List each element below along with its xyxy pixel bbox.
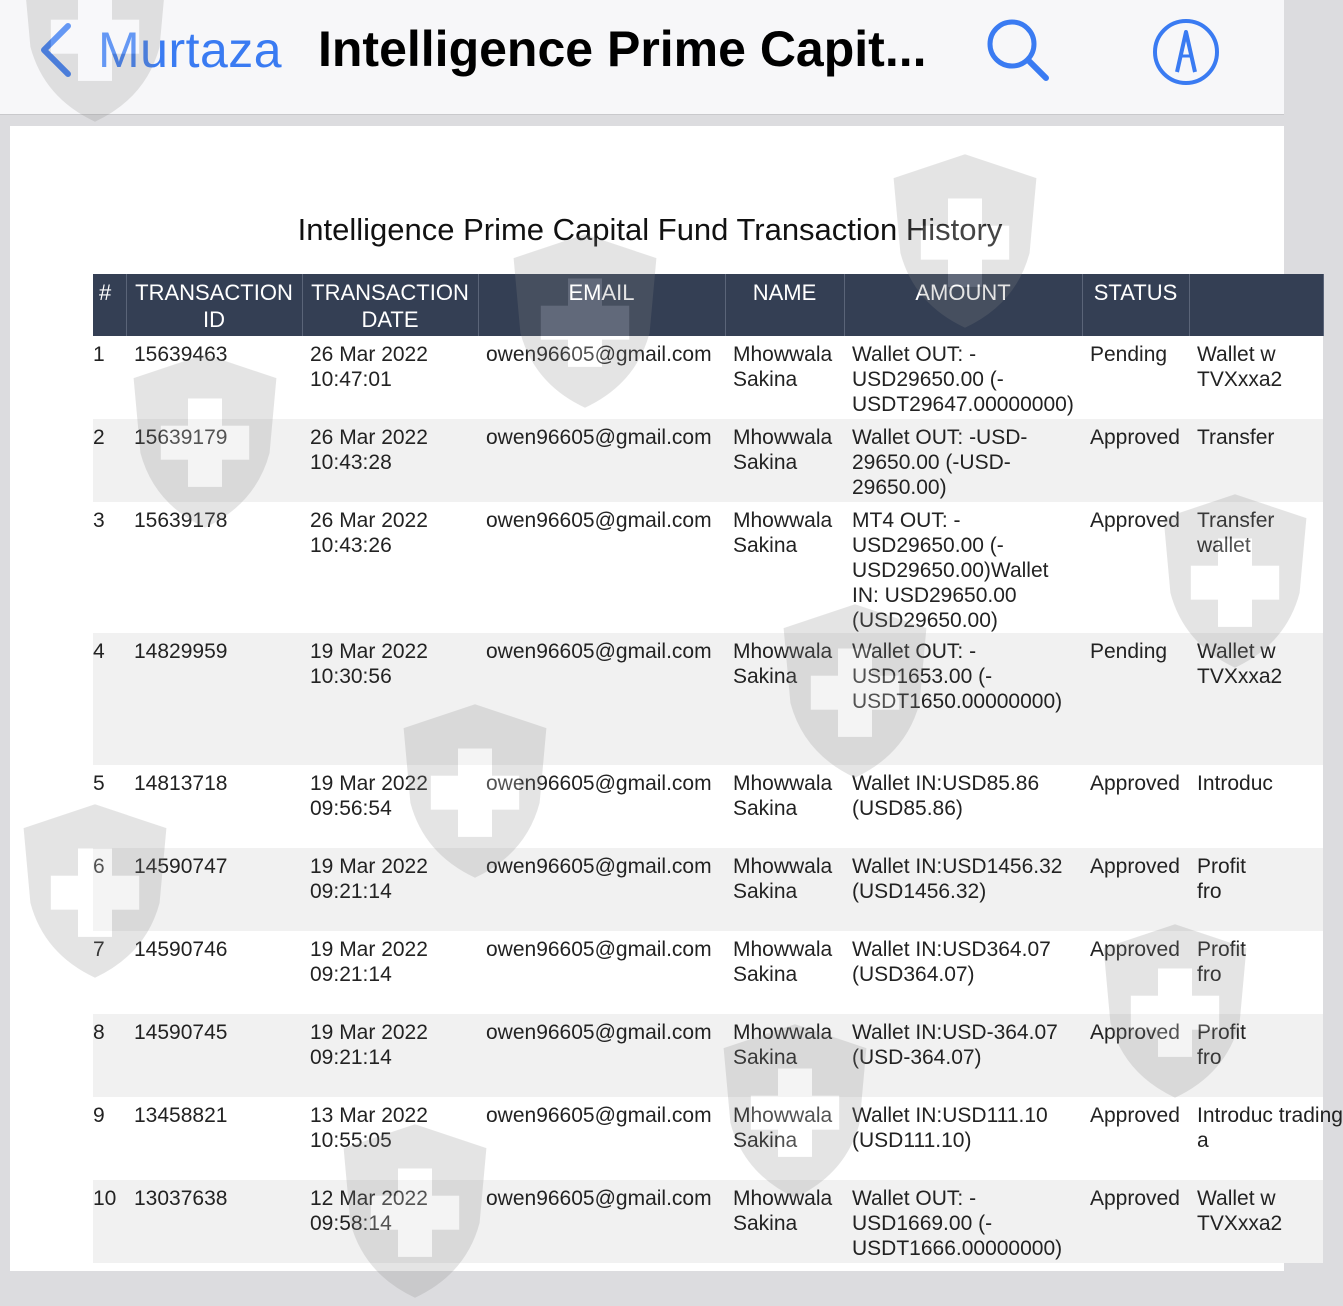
table-row [93, 931, 1323, 1014]
column-header-transaction-id: TRANSACTION ID [126, 274, 302, 336]
nav-title: Intelligence Prime Capit... [318, 21, 927, 77]
transaction-date: 19 Mar 2022 09:21:14 [302, 848, 478, 931]
description-cell: Wallet w TVXxxa2 [1189, 336, 1323, 419]
transaction-table [93, 274, 1343, 1263]
table-row [93, 1180, 1323, 1263]
document-page[interactable] [10, 126, 1343, 1271]
transaction-id: 15639178 [126, 502, 302, 633]
status-cell: Approved [1082, 848, 1189, 931]
amount-cell: Wallet OUT: -USD-29650.00 (-USD-29650.00) [844, 419, 1082, 502]
amount-cell: Wallet IN:USD1456.32 (USD1456.32) [844, 848, 1082, 931]
document-title: Intelligence Prime Capital Fund Transaction History [297, 212, 1003, 247]
amount-cell: Wallet OUT: -USD1669.00 (-USDT1666.00000000) [844, 1180, 1082, 1263]
back-button[interactable] [36, 18, 282, 82]
back-label: Murtaza [98, 22, 283, 78]
amount-cell: Wallet OUT: -USD1653.00 (-USDT1650.00000000) [844, 633, 1082, 765]
status-cell: Approved [1082, 765, 1189, 848]
name-cell: Mhowwala Sakina [725, 1180, 844, 1263]
transaction-id: 14590746 [126, 931, 302, 1014]
transaction-date: 13 Mar 2022 10:55:05 [302, 1097, 478, 1180]
description-cell: Wallet w TVXxxa2 [1189, 633, 1323, 765]
transaction-id: 15639179 [126, 419, 302, 502]
name-cell: Mhowwala Sakina [725, 502, 844, 633]
table-row [93, 336, 1323, 419]
email-cell: owen96605@gmail.com [478, 765, 725, 848]
name-cell: Mhowwala Sakina [725, 765, 844, 848]
transaction-date: 19 Mar 2022 09:21:14 [302, 1014, 478, 1097]
amount-cell: Wallet OUT: -USD29650.00 (-USDT29647.00000000) [844, 336, 1082, 419]
row-index: 1 [93, 336, 126, 419]
navigation-bar [0, 0, 1284, 115]
email-cell: owen96605@gmail.com [478, 633, 725, 765]
description-cell: Wallet w TVXxxa2 [1189, 1180, 1323, 1263]
table-row [93, 419, 1323, 502]
transaction-date: 26 Mar 2022 10:43:26 [302, 502, 478, 633]
row-index: 4 [93, 633, 126, 765]
description-cell: Introduc trading a [1189, 1097, 1323, 1180]
description-cell: Profit fro [1189, 931, 1323, 1014]
amount-cell: Wallet IN:USD111.10 (USD111.10) [844, 1097, 1082, 1180]
transaction-id: 13458821 [126, 1097, 302, 1180]
email-cell: owen96605@gmail.com [478, 1014, 725, 1097]
description-cell: Profit fro [1189, 1014, 1323, 1097]
status-cell: Approved [1082, 502, 1189, 633]
name-cell: Mhowwala Sakina [725, 633, 844, 765]
amount-cell: Wallet IN:USD364.07 (USD364.07) [844, 931, 1082, 1014]
column-header-description [1189, 274, 1323, 336]
description-cell: Transfer [1189, 419, 1323, 502]
description-cell: Profit fro [1189, 848, 1323, 931]
table-row [93, 1014, 1323, 1097]
status-cell: Approved [1082, 1097, 1189, 1180]
transaction-id: 14590747 [126, 848, 302, 931]
name-cell: Mhowwala Sakina [725, 848, 844, 931]
markup-pen-icon[interactable] [1150, 16, 1222, 88]
transaction-id: 14813718 [126, 765, 302, 848]
name-cell: Mhowwala Sakina [725, 931, 844, 1014]
transaction-date: 19 Mar 2022 09:56:54 [302, 765, 478, 848]
row-index: 3 [93, 502, 126, 633]
status-cell: Approved [1082, 931, 1189, 1014]
row-index: 2 [93, 419, 126, 502]
name-cell: Mhowwala Sakina [725, 336, 844, 419]
transaction-id: 15639463 [126, 336, 302, 419]
table-header-row [93, 274, 1323, 336]
status-cell: Pending [1082, 633, 1189, 765]
email-cell: owen96605@gmail.com [478, 848, 725, 931]
table-row [93, 633, 1323, 765]
table-row [93, 765, 1323, 848]
column-header-name: NAME [725, 274, 844, 336]
transaction-date: 12 Mar 2022 09:58:14 [302, 1180, 478, 1263]
chevron-left-icon [36, 20, 76, 80]
email-cell: owen96605@gmail.com [478, 502, 725, 633]
row-index: 8 [93, 1014, 126, 1097]
column-header-amount: AMOUNT [844, 274, 1082, 336]
transaction-id: 13037638 [126, 1180, 302, 1263]
transaction-date: 19 Mar 2022 10:30:56 [302, 633, 478, 765]
email-cell: owen96605@gmail.com [478, 1180, 725, 1263]
name-cell: Mhowwala Sakina [725, 419, 844, 502]
amount-cell: Wallet IN:USD85.86 (USD85.86) [844, 765, 1082, 848]
status-cell: Approved [1082, 1180, 1189, 1263]
name-cell: Mhowwala Sakina [725, 1014, 844, 1097]
description-cell: Introduc [1189, 765, 1323, 848]
row-index: 9 [93, 1097, 126, 1180]
transaction-id: 14590745 [126, 1014, 302, 1097]
email-cell: owen96605@gmail.com [478, 1097, 725, 1180]
amount-cell: Wallet IN:USD-364.07 (USD-364.07) [844, 1014, 1082, 1097]
email-cell: owen96605@gmail.com [478, 931, 725, 1014]
row-index: 10 [93, 1180, 126, 1263]
table-row [93, 1097, 1323, 1180]
transaction-date: 26 Mar 2022 10:43:28 [302, 419, 478, 502]
column-header-transaction-date: TRANSACTION DATE [302, 274, 478, 336]
column-header-email: EMAIL [478, 274, 725, 336]
status-cell: Pending [1082, 336, 1189, 419]
amount-cell: MT4 OUT: -USD29650.00 (-USD29650.00)Wallet IN: USD29650.00 (USD29650.00) [844, 502, 1082, 633]
status-cell: Approved [1082, 1014, 1189, 1097]
search-icon[interactable] [984, 16, 1052, 84]
row-index: 6 [93, 848, 126, 931]
transaction-date: 19 Mar 2022 09:21:14 [302, 931, 478, 1014]
table-row [93, 502, 1323, 633]
name-cell: Mhowwala Sakina [725, 1097, 844, 1180]
column-header-status: STATUS [1082, 274, 1189, 336]
status-cell: Approved [1082, 419, 1189, 502]
column-header-index: # [93, 274, 126, 336]
transaction-id: 14829959 [126, 633, 302, 765]
table-row [93, 848, 1323, 931]
row-index: 5 [93, 765, 126, 848]
email-cell: owen96605@gmail.com [478, 336, 725, 419]
row-index: 7 [93, 931, 126, 1014]
description-cell: Transfer wallet [1189, 502, 1323, 633]
email-cell: owen96605@gmail.com [478, 419, 725, 502]
transaction-date: 26 Mar 2022 10:47:01 [302, 336, 478, 419]
